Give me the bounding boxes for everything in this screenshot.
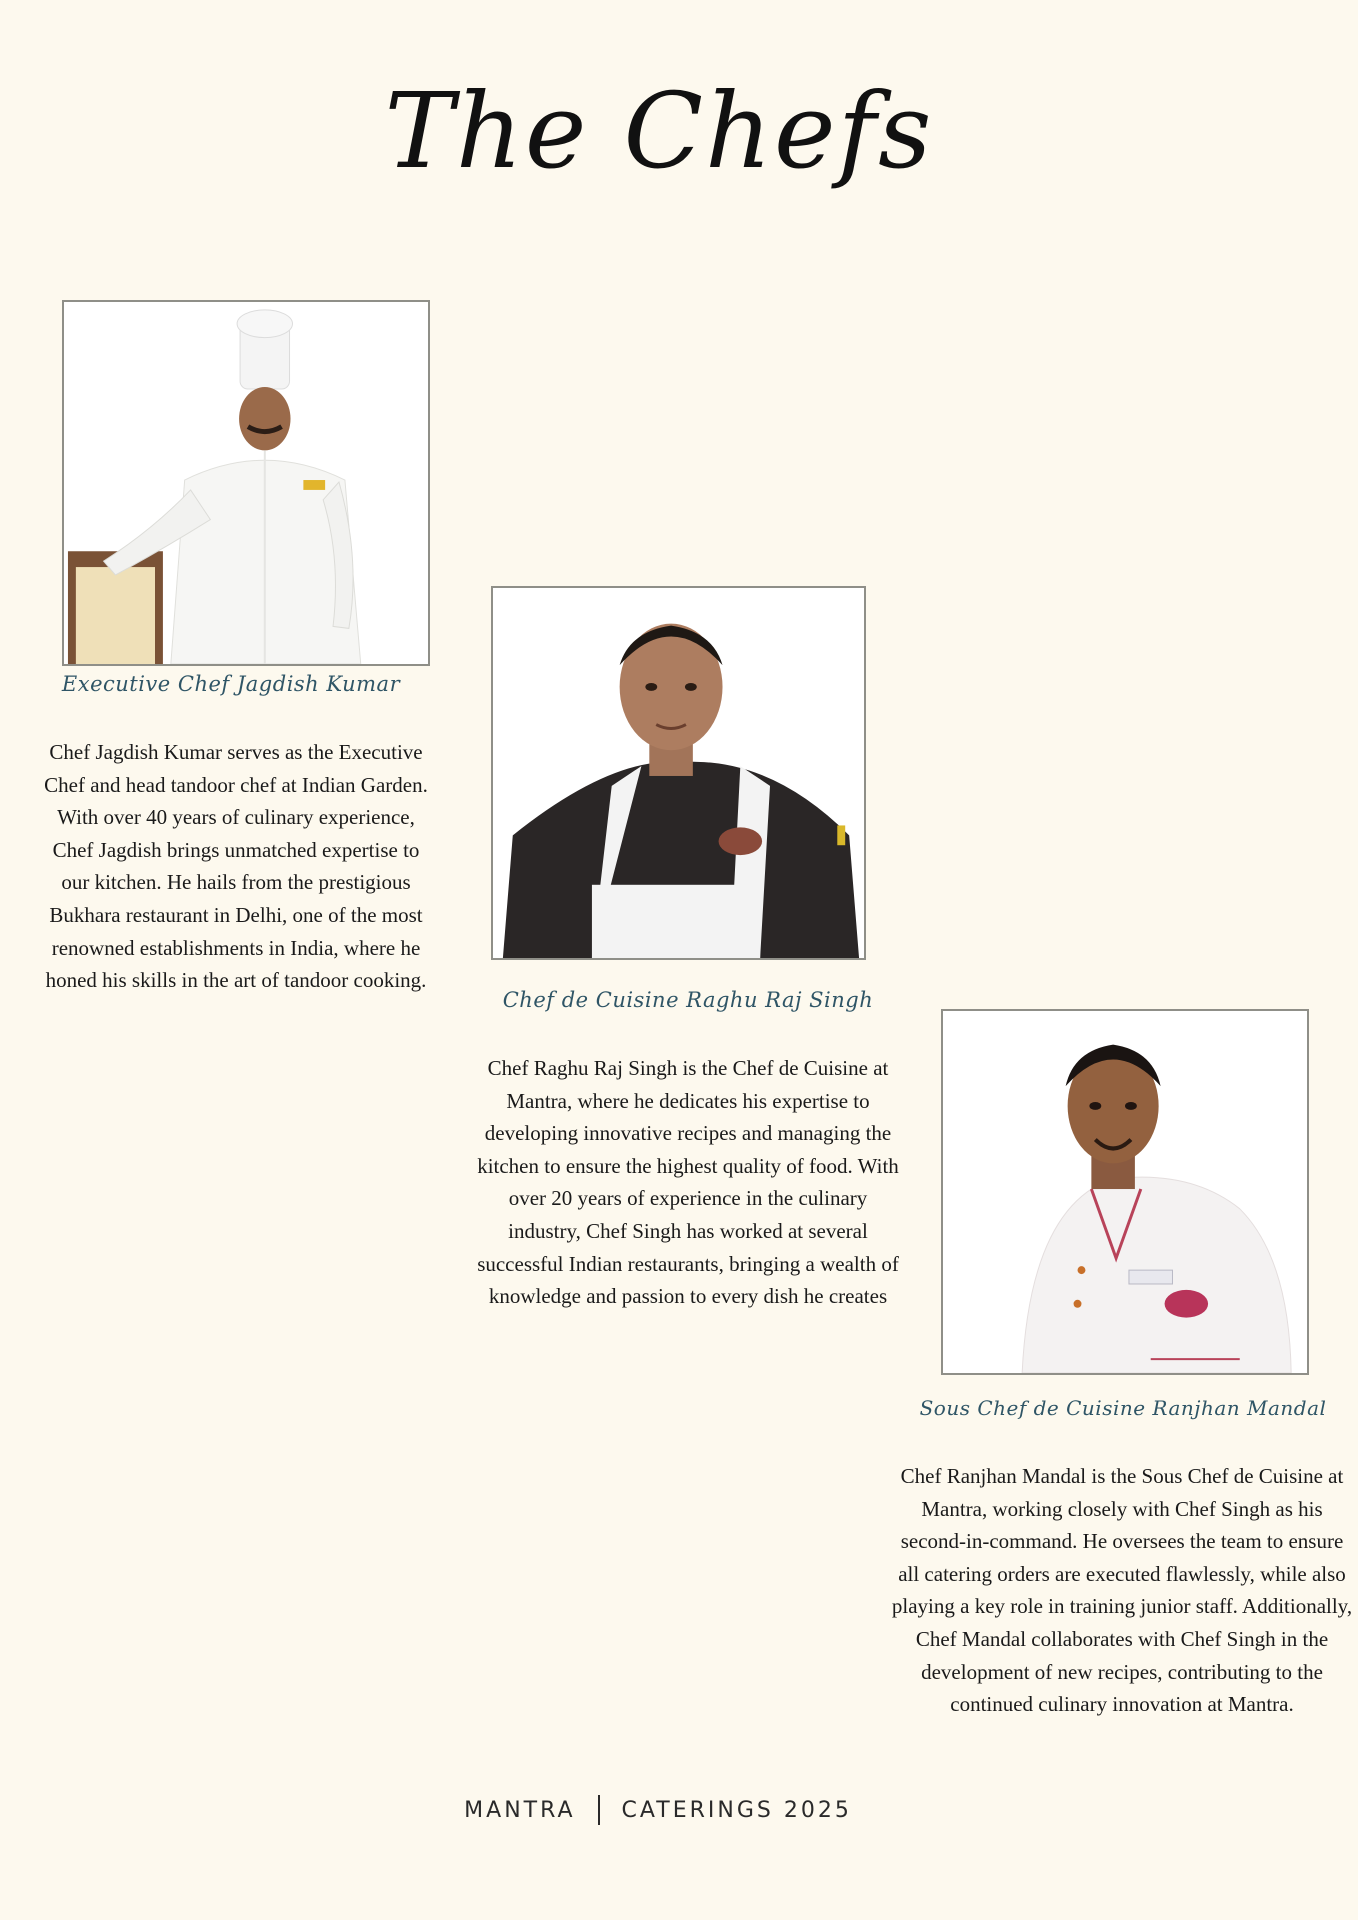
chef-photo-illustration	[943, 1011, 1307, 1373]
footer-tagline: CATERINGS 2025	[621, 1797, 852, 1823]
chef-photo-ranjhan-mandal	[941, 1009, 1309, 1375]
chef-bio-raghu-raj-singh: Chef Raghu Raj Singh is the Chef de Cuisine at Mantra, where he dedicates his expertise to developing innovative recipes and managing the kitchen to ensure the highest quality of food. With over 20 years of experience in the culinary industry, Chef Singh has worked at several successful Indian restaurants, bringing a wealth of knowledge and passion to every dish he creates	[477, 1056, 899, 1309]
chef-photo-jagdish-kumar	[62, 300, 430, 666]
chef-name-jagdish-kumar: Executive Chef Jagdish Kumar	[61, 672, 401, 696]
footer-divider	[598, 1795, 600, 1825]
chef-photo-illustration	[64, 302, 428, 664]
chef-bio-jagdish-kumar: Chef Jagdish Kumar serves as the Executive Chef and head tandoor chef at Indian Garden. With over 40 years of culinary experience, Chef Jagdish brings unmatched expertise to our kitchen. He hails from the prestigious Bukhara restaurant in Delhi, one of the most renowned establishments in India, where he honed his skills in the art of tandoor cooking.	[44, 740, 428, 993]
chef-photo-illustration	[493, 588, 864, 958]
chef-name-ranjhan-mandal: Sous Chef de Cuisine Ranjhan Mandal	[919, 1396, 1327, 1420]
footer	[0, 1795, 1316, 1825]
page-title: The Chefs	[384, 70, 934, 192]
chef-bio-ranjhan-mandal: Chef Ranjhan Mandal is the Sous Chef de Cuisine at Mantra, working closely with Chef Singh as his second-in-command. He oversees the team to ensure all catering orders are executed flawlessly, while also playing a key role in training junior staff. Additionally, Chef Mandal collaborates with Chef Singh in the development of new recipes, contributing to the continued culinary innovation at Mantra.	[891, 1464, 1353, 1717]
chef-photo-raghu-raj-singh	[491, 586, 866, 960]
footer-brand: MANTRA	[464, 1797, 576, 1823]
chef-name-raghu-raj-singh: Chef de Cuisine Raghu Raj Singh	[502, 988, 874, 1012]
